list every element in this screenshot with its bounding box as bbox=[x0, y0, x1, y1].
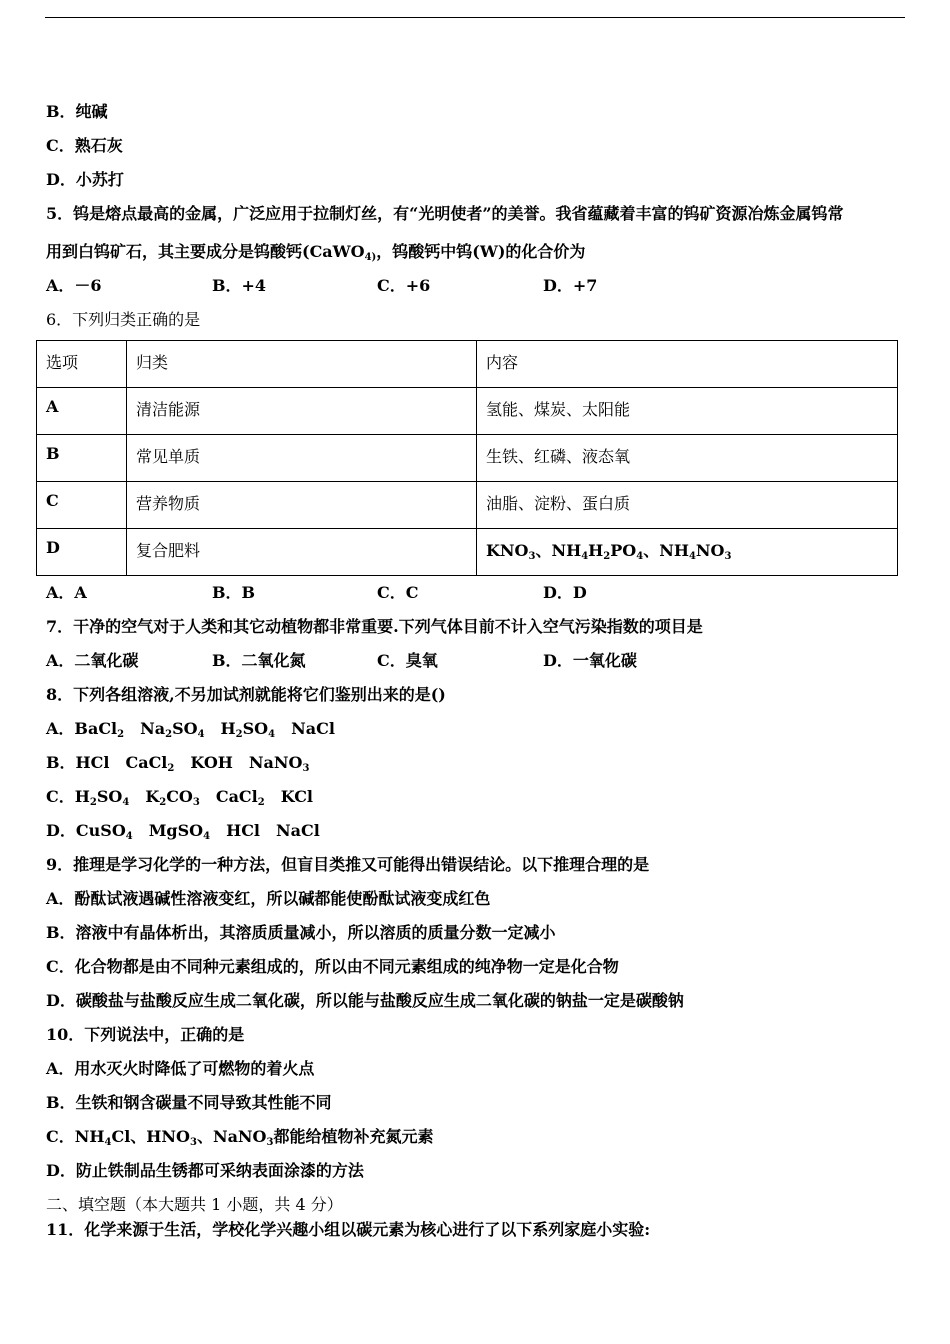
q6-stem: 6．下列归类正确的是 bbox=[46, 310, 201, 329]
q7-option-d: D．一氧化碳 bbox=[543, 651, 637, 670]
q4-option-b: B．纯碱 bbox=[46, 102, 108, 121]
cell-content: 生铁、红磷、液态氧 bbox=[477, 435, 898, 482]
q9-option-b: B．溶液中有晶体析出，其溶质质量减小，所以溶质的质量分数一定减小 bbox=[46, 923, 556, 942]
cell-content: 氢能、煤炭、太阳能 bbox=[477, 388, 898, 435]
q6-option-c: C．C bbox=[377, 583, 419, 602]
q7-option-c: C．臭氧 bbox=[377, 651, 438, 670]
q10-option-b: B．生铁和钢含碳量不同导致其性能不同 bbox=[46, 1093, 332, 1112]
cell-option: C bbox=[37, 482, 127, 529]
q6-table bbox=[36, 340, 898, 576]
cell-content: 油脂、淀粉、蛋白质 bbox=[477, 482, 898, 529]
cell-category: 清洁能源 bbox=[127, 388, 477, 435]
q5-option-b: B．+4 bbox=[212, 276, 267, 295]
cell-content: $KNO_3$、$NH_4H_2PO_4$、$NH_4NO_3$ bbox=[477, 529, 898, 576]
q10-option-c: C．$NH_4Cl$、$HNO_3$、NaNO$_3$都能给植物补充氮元素 bbox=[46, 1127, 434, 1148]
cell-category: 复合肥料 bbox=[127, 529, 477, 576]
header-rule bbox=[45, 17, 905, 18]
q6-option-a: A．A bbox=[46, 583, 87, 602]
cell-option: B bbox=[37, 435, 127, 482]
q4-option-c: C．熟石灰 bbox=[46, 136, 123, 155]
q4-option-d: D．小苏打 bbox=[46, 170, 124, 189]
q10-option-a: A．用水灭火时降低了可燃物的着火点 bbox=[46, 1059, 315, 1078]
q7-stem: 7．干净的空气对于人类和其它动植物都非常重要.下列气体目前不计入空气污染指数的项目是 bbox=[46, 617, 703, 636]
header-category: 归类 bbox=[127, 341, 477, 388]
q5-stem-line2: 用到白钨矿石，其主要成分是钨酸钙(CaWO$_{4)}$，钨酸钙中钨(W)的化合价为 bbox=[46, 242, 586, 263]
cell-category: 营养物质 bbox=[127, 482, 477, 529]
q8-stem: 8．下列各组溶液,不另加试剂就能将它们鉴别出来的是() bbox=[46, 685, 446, 704]
table-row bbox=[37, 529, 898, 576]
header-content: 内容 bbox=[477, 341, 898, 388]
q8-option-d: D．CuSO$_4$ MgSO$_4$ HCl NaCl bbox=[46, 821, 320, 842]
q5-option-c: C．+6 bbox=[377, 276, 431, 295]
q8-option-b: B．HCl CaCl$_2$ KOH NaNO$_3$ bbox=[46, 753, 310, 774]
q10-stem: 10．下列说法中，正确的是 bbox=[46, 1025, 245, 1044]
q8-option-a: A．BaCl$_2$ $Na_2SO_4$ $H_2SO_4$ NaCl bbox=[46, 719, 335, 740]
section-title: 二、填空题（本大题共 1 小题，共 4 分） bbox=[46, 1195, 343, 1214]
q8-option-c: C．$H_2SO_4$ $K_2CO_3$ CaCl$_2$ KCl bbox=[46, 787, 314, 808]
q6-option-d: D．D bbox=[543, 583, 587, 602]
q5-stem-line1: 5．钨是熔点最高的金属，广泛应用于拉制灯丝，有“光明使者”的美誉。我省蕴藏着丰富的钨矿资源冶炼金属钨常 bbox=[46, 204, 844, 223]
q7-option-b: B．二氧化氮 bbox=[212, 651, 306, 670]
table-row bbox=[37, 435, 898, 482]
table-row bbox=[37, 341, 898, 388]
q10-option-d: D．防止铁制品生锈都可采纳表面涂漆的方法 bbox=[46, 1161, 364, 1180]
q9-stem: 9．推理是学习化学的一种方法，但盲目类推又可能得出错误结论。以下推理合理的是 bbox=[46, 855, 650, 874]
header-option: 选项 bbox=[37, 341, 127, 388]
q9-option-c: C．化合物都是由不同种元素组成的，所以由不同元素组成的纯净物一定是化合物 bbox=[46, 957, 619, 976]
q7-option-a: A．二氧化碳 bbox=[46, 651, 139, 670]
cell-category: 常见单质 bbox=[127, 435, 477, 482]
cell-option: A bbox=[37, 388, 127, 435]
q5-option-a: A．－6 bbox=[46, 276, 102, 295]
q9-option-a: A．酚酞试液遇碱性溶液变红，所以碱都能使酚酞试液变成红色 bbox=[46, 889, 491, 908]
q9-option-d: D．碳酸盐与盐酸反应生成二氧化碳，所以能与盐酸反应生成二氧化碳的钠盐一定是碳酸钠 bbox=[46, 991, 684, 1010]
table-row bbox=[37, 482, 898, 529]
q6-option-b: B．B bbox=[212, 583, 256, 602]
q11-stem: 11．化学来源于生活，学校化学兴趣小组以碳元素为核心进行了以下系列家庭小实验: bbox=[46, 1220, 651, 1239]
cell-option: D bbox=[37, 529, 127, 576]
q5-option-d: D．+7 bbox=[543, 276, 598, 295]
table-row bbox=[37, 388, 898, 435]
